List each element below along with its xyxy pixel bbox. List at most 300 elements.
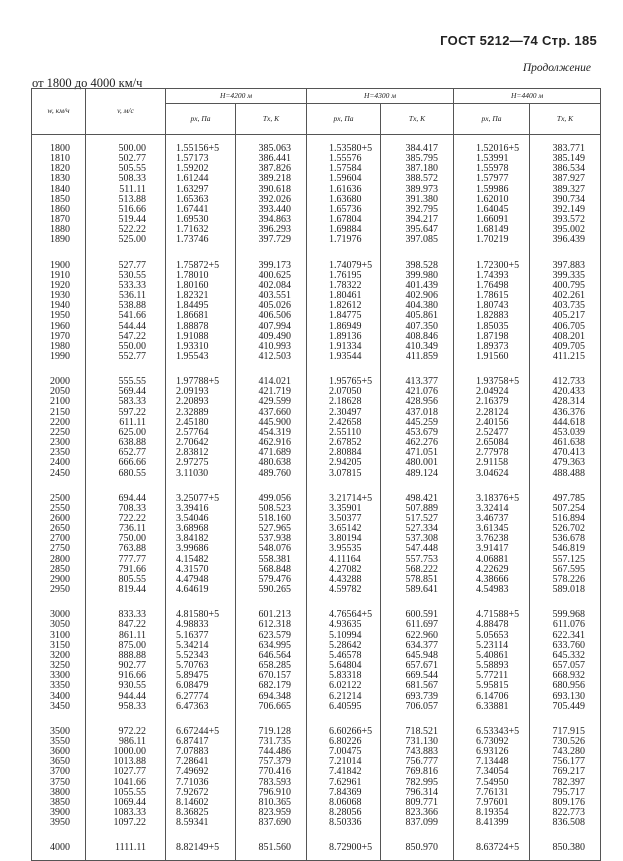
cell-pressure-4300: 7.41842 — [307, 767, 381, 777]
cell-pressure-4300: 1.95765+5 — [307, 368, 381, 387]
table-row — [32, 485, 601, 504]
cell-pressure-4300: 5.28642 — [307, 641, 381, 651]
cell-temp-4200: 386.441 — [236, 154, 307, 164]
cell-temp-4200: 414.021 — [236, 368, 307, 387]
cell-temp-4400: 408.201 — [530, 332, 601, 342]
cell-temp-4200: 694.348 — [236, 692, 307, 702]
data-block — [32, 368, 601, 485]
cell-temp-4300: 391.380 — [381, 195, 454, 205]
cell-pressure-4400: 4.22629 — [454, 565, 530, 575]
cell-pressure-4300: 3.65142 — [307, 524, 381, 534]
cell-temp-4200: 670.157 — [236, 671, 307, 681]
cell-temp-4200: 783.593 — [236, 778, 307, 788]
cell-temp-4200: 387.826 — [236, 164, 307, 174]
cell-speed-kmh: 2800 — [32, 555, 86, 565]
cell-temp-4200: 682.179 — [236, 681, 307, 691]
cell-pressure-4300: 1.80461 — [307, 291, 381, 301]
cell-speed-kmh: 3900 — [32, 808, 86, 818]
cell-temp-4400: 406.705 — [530, 322, 601, 332]
cell-speed-ms: 502.77 — [86, 154, 166, 164]
cell-speed-ms: 569.44 — [86, 387, 166, 397]
cell-speed-kmh: 2200 — [32, 418, 86, 428]
cell-pressure-4300: 1.67804 — [307, 215, 381, 225]
cell-temp-4200: 400.625 — [236, 271, 307, 281]
cell-temp-4300: 401.439 — [381, 281, 454, 291]
cell-pressure-4200: 6.08479 — [166, 681, 236, 691]
cell-temp-4400: 717.915 — [530, 718, 601, 737]
cell-pressure-4200: 6.87417 — [166, 737, 236, 747]
cell-speed-kmh: 3350 — [32, 681, 86, 691]
cell-temp-4300: 392.795 — [381, 205, 454, 215]
cell-speed-ms: 527.77 — [86, 252, 166, 271]
cell-temp-4400: 386.534 — [530, 164, 601, 174]
cell-pressure-4300: 1.59604 — [307, 174, 381, 184]
cell-temp-4400: 516.894 — [530, 514, 601, 524]
cell-temp-4300: 706.057 — [381, 702, 454, 718]
cell-temp-4300: 600.591 — [381, 601, 454, 620]
cell-speed-kmh: 3950 — [32, 818, 86, 834]
cell-temp-4400: 409.705 — [530, 342, 601, 352]
cell-speed-ms: 638.88 — [86, 438, 166, 448]
cell-speed-ms: 533.33 — [86, 281, 166, 291]
table-row — [32, 718, 601, 737]
cell-pressure-4400: 2.40156 — [454, 418, 530, 428]
cell-temp-4300: 399.980 — [381, 271, 454, 281]
col-header-pressure: pх, Па — [307, 104, 381, 135]
table-row — [32, 631, 601, 641]
cell-pressure-4400: 1.87198 — [454, 332, 530, 342]
data-block — [32, 718, 601, 835]
cell-temp-4400: 411.215 — [530, 352, 601, 368]
cell-pressure-4200: 2.97275 — [166, 458, 236, 468]
cell-speed-ms: 777.77 — [86, 555, 166, 565]
cell-speed-ms: 805.55 — [86, 575, 166, 585]
cell-pressure-4300: 5.83318 — [307, 671, 381, 681]
cell-temp-4300: 645.948 — [381, 651, 454, 661]
cell-pressure-4200: 3.54046 — [166, 514, 236, 524]
cell-pressure-4200: 7.92672 — [166, 788, 236, 798]
table-row — [32, 818, 601, 834]
cell-speed-kmh: 3850 — [32, 798, 86, 808]
cell-temp-4200: 385.063 — [236, 135, 307, 155]
cell-speed-kmh: 2550 — [32, 504, 86, 514]
cell-speed-ms: 652.77 — [86, 448, 166, 458]
table-row — [32, 834, 601, 860]
cell-temp-4200: 409.490 — [236, 332, 307, 342]
cell-pressure-4200: 1.65363 — [166, 195, 236, 205]
cell-temp-4400: 470.413 — [530, 448, 601, 458]
cell-temp-4300: 408.846 — [381, 332, 454, 342]
cell-pressure-4200: 6.27774 — [166, 692, 236, 702]
table-row — [32, 555, 601, 565]
cell-temp-4200: 390.618 — [236, 185, 307, 195]
cell-temp-4300: 445.259 — [381, 418, 454, 428]
cell-pressure-4200: 3.39416 — [166, 504, 236, 514]
cell-pressure-4300: 1.93544 — [307, 352, 381, 368]
cell-pressure-4300: 2.07050 — [307, 387, 381, 397]
cell-speed-kmh: 3550 — [32, 737, 86, 747]
cell-speed-ms: 1027.77 — [86, 767, 166, 777]
cell-speed-ms: 708.33 — [86, 504, 166, 514]
cell-pressure-4200: 2.83812 — [166, 448, 236, 458]
cell-pressure-4300: 1.78322 — [307, 281, 381, 291]
cell-temp-4300: 622.960 — [381, 631, 454, 641]
cell-temp-4200: 396.293 — [236, 225, 307, 235]
cell-temp-4200: 489.760 — [236, 469, 307, 485]
cell-speed-ms: 500.00 — [86, 135, 166, 155]
cell-temp-4400: 402.261 — [530, 291, 601, 301]
cell-pressure-4200: 1.84495 — [166, 301, 236, 311]
cell-pressure-4300: 2.42658 — [307, 418, 381, 428]
cell-pressure-4300: 1.71976 — [307, 235, 381, 251]
cell-pressure-4400: 1.91560 — [454, 352, 530, 368]
cell-temp-4200: 462.916 — [236, 438, 307, 448]
data-block — [32, 601, 601, 718]
cell-temp-4300: 527.334 — [381, 524, 454, 534]
cell-temp-4400: 526.702 — [530, 524, 601, 534]
cell-temp-4300: 837.099 — [381, 818, 454, 834]
cell-temp-4400: 453.039 — [530, 428, 601, 438]
cell-temp-4200: 394.863 — [236, 215, 307, 225]
table-row — [32, 671, 601, 681]
cell-temp-4300: 411.859 — [381, 352, 454, 368]
cell-temp-4300: 404.380 — [381, 301, 454, 311]
data-block — [32, 834, 601, 860]
cell-speed-ms: 875.00 — [86, 641, 166, 651]
cell-speed-ms: 680.55 — [86, 469, 166, 485]
cell-temp-4200: 399.173 — [236, 252, 307, 271]
group-header-4400: H=4400 м — [454, 89, 601, 104]
cell-temp-4300: 453.679 — [381, 428, 454, 438]
cell-temp-4200: 405.026 — [236, 301, 307, 311]
cell-speed-kmh: 3700 — [32, 767, 86, 777]
table-row — [32, 322, 601, 332]
cell-speed-ms: 944.44 — [86, 692, 166, 702]
table-row — [32, 195, 601, 205]
cell-temp-4400: 557.125 — [530, 555, 601, 565]
cell-pressure-4300: 3.50377 — [307, 514, 381, 524]
cell-pressure-4400: 5.58893 — [454, 661, 530, 671]
cell-speed-kmh: 2750 — [32, 544, 86, 554]
cell-temp-4200: 437.660 — [236, 408, 307, 418]
cell-speed-kmh: 2350 — [32, 448, 86, 458]
cell-temp-4300: 471.051 — [381, 448, 454, 458]
cell-temp-4200: 393.440 — [236, 205, 307, 215]
cell-speed-kmh: 2700 — [32, 534, 86, 544]
cell-pressure-4400: 4.71588+5 — [454, 601, 530, 620]
cell-pressure-4400: 1.59986 — [454, 185, 530, 195]
cell-speed-kmh: 2300 — [32, 438, 86, 448]
table-row — [32, 291, 601, 301]
cell-temp-4300: 850.970 — [381, 834, 454, 860]
cell-pressure-4400: 1.85035 — [454, 322, 530, 332]
cell-pressure-4200: 1.61244 — [166, 174, 236, 184]
cell-temp-4200: 406.506 — [236, 311, 307, 321]
cell-pressure-4200: 2.45180 — [166, 418, 236, 428]
table-row — [32, 154, 601, 164]
cell-pressure-4400: 5.05653 — [454, 631, 530, 641]
cell-speed-kmh: 1930 — [32, 291, 86, 301]
table-row — [32, 252, 601, 271]
cell-pressure-4300: 8.50336 — [307, 818, 381, 834]
cell-pressure-4200: 1.71632 — [166, 225, 236, 235]
cell-speed-ms: 555.55 — [86, 368, 166, 387]
cell-pressure-4200: 6.67244+5 — [166, 718, 236, 737]
cell-speed-kmh: 2900 — [32, 575, 86, 585]
table-row — [32, 205, 601, 215]
cell-temp-4400: 578.226 — [530, 575, 601, 585]
cell-speed-ms: 516.66 — [86, 205, 166, 215]
cell-pressure-4400: 3.61345 — [454, 524, 530, 534]
cell-speed-ms: 547.22 — [86, 332, 166, 342]
cell-speed-kmh: 1990 — [32, 352, 86, 368]
col-header-temperature: Tх, К — [236, 104, 307, 135]
cell-speed-ms: 550.00 — [86, 342, 166, 352]
cell-pressure-4200: 3.11030 — [166, 469, 236, 485]
cell-temp-4300: 507.889 — [381, 504, 454, 514]
cell-speed-kmh: 1970 — [32, 332, 86, 342]
table-row — [32, 661, 601, 671]
data-block — [32, 252, 601, 369]
cell-temp-4300: 693.739 — [381, 692, 454, 702]
cell-speed-kmh: 1900 — [32, 252, 86, 271]
cell-pressure-4200: 1.55156+5 — [166, 135, 236, 155]
cell-temp-4400: 389.327 — [530, 185, 601, 195]
cell-temp-4400: 705.449 — [530, 702, 601, 718]
cell-pressure-4400: 1.76498 — [454, 281, 530, 291]
cell-temp-4300: 589.641 — [381, 585, 454, 601]
cell-pressure-4400: 7.34054 — [454, 767, 530, 777]
cell-speed-kmh: 1960 — [32, 322, 86, 332]
cell-pressure-4300: 3.07815 — [307, 469, 381, 485]
cell-temp-4400: 536.678 — [530, 534, 601, 544]
cell-temp-4300: 437.018 — [381, 408, 454, 418]
cell-pressure-4400: 1.68149 — [454, 225, 530, 235]
cell-pressure-4200: 4.81580+5 — [166, 601, 236, 620]
cell-temp-4300: 634.377 — [381, 641, 454, 651]
cell-temp-4300: 756.777 — [381, 757, 454, 767]
cell-temp-4200: 568.848 — [236, 565, 307, 575]
cell-temp-4200: 770.416 — [236, 767, 307, 777]
cell-pressure-4200: 6.47363 — [166, 702, 236, 718]
cell-temp-4400: 396.439 — [530, 235, 601, 251]
cell-speed-kmh: 3450 — [32, 702, 86, 718]
table-row — [32, 342, 601, 352]
cell-pressure-4400: 1.57977 — [454, 174, 530, 184]
cell-pressure-4200: 2.70642 — [166, 438, 236, 448]
cell-temp-4300: 611.697 — [381, 620, 454, 630]
cell-temp-4200: 590.265 — [236, 585, 307, 601]
cell-speed-ms: 819.44 — [86, 585, 166, 601]
cell-pressure-4200: 8.14602 — [166, 798, 236, 808]
cell-pressure-4300: 4.59782 — [307, 585, 381, 601]
cell-pressure-4300: 2.18628 — [307, 397, 381, 407]
cell-pressure-4300: 4.93635 — [307, 620, 381, 630]
cell-speed-ms: 888.88 — [86, 651, 166, 661]
cell-speed-kmh: 2450 — [32, 469, 86, 485]
cell-temp-4300: 796.314 — [381, 788, 454, 798]
cell-speed-kmh: 3300 — [32, 671, 86, 681]
cell-speed-kmh: 1840 — [32, 185, 86, 195]
cell-speed-ms: 666.66 — [86, 458, 166, 468]
table-row — [32, 352, 601, 368]
table-row — [32, 524, 601, 534]
cell-speed-ms: 1013.88 — [86, 757, 166, 767]
cell-pressure-4200: 5.70763 — [166, 661, 236, 671]
cell-pressure-4300: 8.28056 — [307, 808, 381, 818]
cell-pressure-4300: 2.94205 — [307, 458, 381, 468]
cell-speed-kmh: 1850 — [32, 195, 86, 205]
cell-pressure-4300: 7.84369 — [307, 788, 381, 798]
col-header-speed-kmh: w, км/ч — [32, 89, 86, 135]
cell-temp-4300: 405.861 — [381, 311, 454, 321]
cell-pressure-4400: 2.65084 — [454, 438, 530, 448]
cell-temp-4300: 397.085 — [381, 235, 454, 251]
cell-temp-4200: 612.318 — [236, 620, 307, 630]
cell-pressure-4200: 1.97788+5 — [166, 368, 236, 387]
cell-pressure-4400: 3.76238 — [454, 534, 530, 544]
cell-speed-ms: 538.88 — [86, 301, 166, 311]
cell-speed-ms: 597.22 — [86, 408, 166, 418]
cell-temp-4400: 397.883 — [530, 252, 601, 271]
cell-pressure-4300: 2.30497 — [307, 408, 381, 418]
cell-speed-ms: 508.33 — [86, 174, 166, 184]
cell-pressure-4300: 3.95535 — [307, 544, 381, 554]
cell-temp-4400: 782.397 — [530, 778, 601, 788]
cell-temp-4400: 567.595 — [530, 565, 601, 575]
table-row — [32, 620, 601, 630]
cell-pressure-4400: 8.19354 — [454, 808, 530, 818]
cell-pressure-4400: 1.55978 — [454, 164, 530, 174]
cell-temp-4200: 392.026 — [236, 195, 307, 205]
cell-pressure-4300: 4.76564+5 — [307, 601, 381, 620]
cell-pressure-4300: 1.89136 — [307, 332, 381, 342]
cell-pressure-4400: 2.77978 — [454, 448, 530, 458]
table-row — [32, 368, 601, 387]
cell-temp-4200: 389.218 — [236, 174, 307, 184]
cell-speed-kmh: 1880 — [32, 225, 86, 235]
table-row — [32, 448, 601, 458]
cell-speed-ms: 583.33 — [86, 397, 166, 407]
cell-pressure-4300: 1.84775 — [307, 311, 381, 321]
cell-speed-kmh: 2000 — [32, 368, 86, 387]
cell-temp-4400: 479.363 — [530, 458, 601, 468]
cell-speed-ms: 861.11 — [86, 631, 166, 641]
table-row — [32, 397, 601, 407]
table-row — [32, 458, 601, 468]
cell-temp-4400: 822.773 — [530, 808, 601, 818]
data-block — [32, 135, 601, 252]
table-row — [32, 332, 601, 342]
cell-temp-4200: 548.076 — [236, 544, 307, 554]
cell-speed-ms: 544.44 — [86, 322, 166, 332]
cell-temp-4400: 488.488 — [530, 469, 601, 485]
cell-speed-kmh: 3200 — [32, 651, 86, 661]
cell-pressure-4300: 1.74079+5 — [307, 252, 381, 271]
page-header: ГОСТ 5212—74 Стр. 185 — [440, 33, 597, 48]
cell-speed-ms: 522.22 — [86, 225, 166, 235]
cell-speed-kmh: 3650 — [32, 757, 86, 767]
cell-pressure-4300: 3.21714+5 — [307, 485, 381, 504]
cell-temp-4300: 387.180 — [381, 164, 454, 174]
cell-temp-4400: 730.526 — [530, 737, 601, 747]
cell-pressure-4300: 4.11164 — [307, 555, 381, 565]
table-row — [32, 408, 601, 418]
cell-speed-ms: 972.22 — [86, 718, 166, 737]
table-row — [32, 585, 601, 601]
cell-temp-4300: 731.130 — [381, 737, 454, 747]
cell-temp-4300: 557.753 — [381, 555, 454, 565]
cell-speed-kmh: 1870 — [32, 215, 86, 225]
cell-pressure-4200: 1.75872+5 — [166, 252, 236, 271]
cell-temp-4400: 809.176 — [530, 798, 601, 808]
cell-temp-4300: 517.527 — [381, 514, 454, 524]
col-header-pressure: pх, Па — [454, 104, 530, 135]
cell-temp-4300: 402.906 — [381, 291, 454, 301]
cell-speed-kmh: 2150 — [32, 408, 86, 418]
cell-speed-kmh: 2250 — [32, 428, 86, 438]
cell-temp-4400: 546.819 — [530, 544, 601, 554]
cell-pressure-4300: 2.55110 — [307, 428, 381, 438]
cell-temp-4300: 809.771 — [381, 798, 454, 808]
cell-pressure-4400: 4.38666 — [454, 575, 530, 585]
cell-speed-kmh: 1800 — [32, 135, 86, 155]
cell-pressure-4300: 7.21014 — [307, 757, 381, 767]
cell-speed-kmh: 3750 — [32, 778, 86, 788]
cell-pressure-4300: 4.43288 — [307, 575, 381, 585]
cell-pressure-4300: 3.80194 — [307, 534, 381, 544]
cell-pressure-4200: 1.88878 — [166, 322, 236, 332]
cell-temp-4400: 850.380 — [530, 834, 601, 860]
cell-temp-4200: 579.476 — [236, 575, 307, 585]
cell-pressure-4200: 2.32889 — [166, 408, 236, 418]
cell-pressure-4400: 1.82883 — [454, 311, 530, 321]
cell-pressure-4400: 2.52477 — [454, 428, 530, 438]
cell-speed-ms: 1041.66 — [86, 778, 166, 788]
cell-temp-4200: 454.319 — [236, 428, 307, 438]
cell-speed-kmh: 4000 — [32, 834, 86, 860]
cell-pressure-4400: 6.14706 — [454, 692, 530, 702]
cell-pressure-4400: 4.88478 — [454, 620, 530, 630]
cell-pressure-4200: 5.52343 — [166, 651, 236, 661]
cell-temp-4200: 407.994 — [236, 322, 307, 332]
cell-pressure-4400: 1.80743 — [454, 301, 530, 311]
cell-temp-4200: 810.365 — [236, 798, 307, 808]
cell-temp-4400: 622.341 — [530, 631, 601, 641]
cell-temp-4200: 412.503 — [236, 352, 307, 368]
cell-pressure-4300: 1.63680 — [307, 195, 381, 205]
table-row — [32, 281, 601, 291]
cell-pressure-4200: 2.57764 — [166, 428, 236, 438]
cell-speed-kmh: 3150 — [32, 641, 86, 651]
cell-pressure-4200: 7.28641 — [166, 757, 236, 767]
cell-temp-4300: 428.956 — [381, 397, 454, 407]
cell-pressure-4300: 1.61636 — [307, 185, 381, 195]
cell-temp-4300: 537.308 — [381, 534, 454, 544]
cell-temp-4400: 497.785 — [530, 485, 601, 504]
cell-temp-4200: 410.993 — [236, 342, 307, 352]
cell-temp-4300: 782.995 — [381, 778, 454, 788]
cell-temp-4400: 756.177 — [530, 757, 601, 767]
cell-pressure-4400: 1.70219 — [454, 235, 530, 251]
cell-temp-4400: 392.149 — [530, 205, 601, 215]
cell-temp-4400: 405.217 — [530, 311, 601, 321]
cell-temp-4200: 731.735 — [236, 737, 307, 747]
cell-pressure-4400: 4.54983 — [454, 585, 530, 601]
table-row — [32, 692, 601, 702]
cell-pressure-4300: 2.80884 — [307, 448, 381, 458]
cell-temp-4300: 669.544 — [381, 671, 454, 681]
